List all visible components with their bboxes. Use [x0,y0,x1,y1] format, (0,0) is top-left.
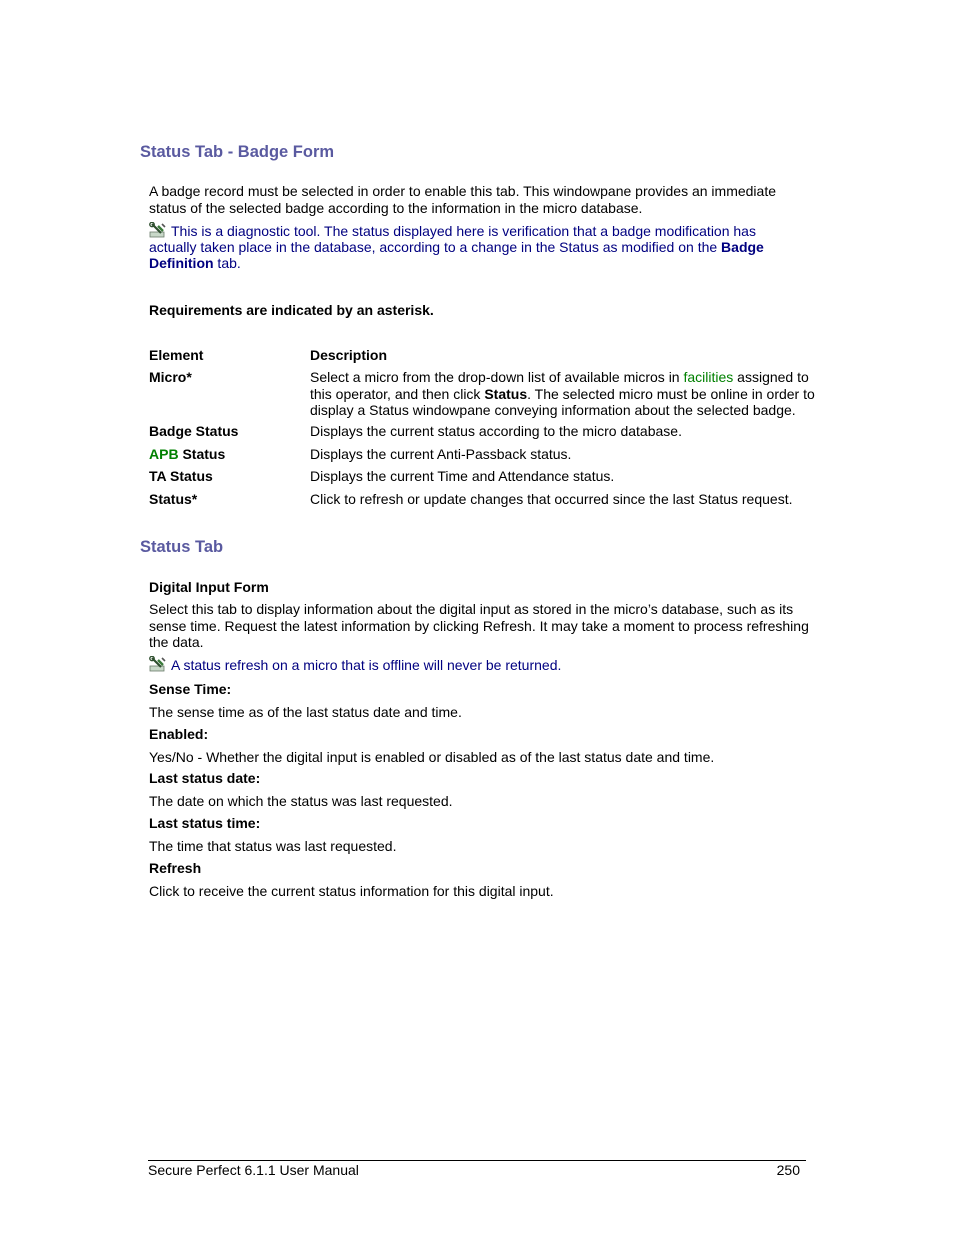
badge-definition-link[interactable]: Badge Definition [149,239,764,271]
header-element: Element [149,347,204,363]
field-label: Enabled: [149,726,209,742]
digital-input-form-heading: Digital Input Form [149,579,269,595]
badge-form-note-text-2: tab. [213,255,241,271]
element-desc-apb-status: Displays the current Anti-Passback status. [310,446,572,462]
micro-desc-text-3: . The selected micro must be online in order to display a Status windowpane conveying information about the selected badge. [310,385,815,418]
element-label-badge-status: Badge Status [149,423,239,439]
element-label-apb-status [149,446,309,463]
digital-input-intro: Select this tab to display information about the digital input as stored in the micro’s database, such as its sense time. Request the latest information by clicking Refresh. It may take a moment to process refreshing the data. [149,601,809,650]
element-desc-micro [310,369,820,419]
field-desc: The sense time as of the last status date and time. [149,704,462,720]
element-desc-badge-status: Displays the current status according to the micro database. [310,423,682,439]
field-label: Sense Time: [149,681,232,697]
apb-label-rest: Status [178,446,226,462]
element-label-ta-status: TA Status [149,468,213,484]
field-desc: The time that status was last requested. [149,838,397,854]
element-label-micro: Micro* [149,369,192,385]
field-desc: Yes/No - Whether the digital input is enabled or disabled as of the last status date and time. [149,749,715,765]
element-desc-ta-status: Displays the current Time and Attendance status. [310,468,615,484]
wrench-icon [149,656,167,672]
field-desc: Click to receive the current status information for this digital input. [149,883,554,899]
facilities-link[interactable]: facilities [683,369,734,385]
element-desc-status: Click to refresh or update changes that occurred since the last Status request. [310,491,793,507]
footer-page-number: 250 [776,1162,800,1178]
field-label: Last status time: [149,815,261,831]
wrench-icon [149,222,167,238]
footer-manual-title: Secure Perfect 6.1.1 User Manual [148,1162,359,1178]
apb-link[interactable]: APB [149,446,179,462]
header-description: Description [310,347,388,363]
footer-divider [148,1160,806,1161]
micro-desc-bold: Status [484,385,528,402]
badge-form-intro: A badge record must be selected in order to enable this tab. This windowpane provides an immediate status of the selected badge according to the information in the micro database. [149,183,776,216]
digital-input-note-text: A status refresh on a micro that is offline will never be returned. [171,657,562,673]
badge-form-note [149,222,799,271]
section-heading-badge-form: Status Tab - Badge Form [140,143,335,161]
field-label: Refresh [149,860,202,876]
requirements-note: Requirements are indicated by an asterisk. [149,302,434,318]
digital-input-note [149,656,799,673]
element-label-status: Status* [149,491,198,507]
field-label: Last status date: [149,770,261,786]
badge-form-note-text-1: This is a diagnostic tool. The status displayed here is verification that a badge modification has actually taken place in the database, according to a change in the Status as modified on the [149,223,756,255]
field-desc: The date on which the status was last requested. [149,793,453,809]
micro-desc-text-2: assigned to this operator, and then click [310,369,809,402]
section-heading-status-tab: Status Tab [140,538,224,556]
micro-desc-text-1: Select a micro from the drop-down list of available micros in [310,369,684,385]
